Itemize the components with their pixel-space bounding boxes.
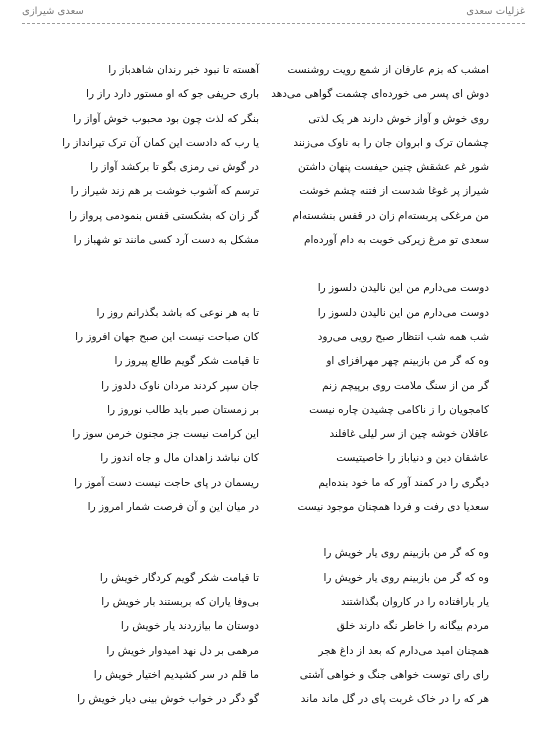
- first-hemistich: دوش ای پسر می خورده‌ای چشمت گواهی می‌دهد: [271, 88, 489, 101]
- second-hemistich: مشکل به دست آرد کسی مانند تو شهباز را: [73, 234, 259, 247]
- poem-spacer: [0, 519, 547, 541]
- first-hemistich: دیگری را در کمند آور که ما خود بنده‌ایم: [318, 476, 489, 489]
- couplet: [0, 663, 547, 687]
- couplet: [0, 614, 547, 638]
- second-hemistich: تا قیامت شکر گویم کردگار خویش را: [99, 571, 259, 584]
- poems-container: [0, 58, 547, 711]
- first-hemistich: سعدی تو مرغ زیرکی خوبت به دام آورده‌ام: [304, 234, 489, 247]
- second-hemistich: ترسم که آشوب خوشت بر هم زند شیراز را: [70, 185, 259, 198]
- second-hemistich: گر زان که بشکستی قفس بنمودمی پرواز را: [69, 209, 259, 222]
- couplet: [0, 639, 547, 663]
- second-hemistich: جان سپر کردند مردان ناوک دلدوز را: [101, 379, 259, 392]
- poem-2: [0, 276, 547, 519]
- second-hemistich: در میان این و آن فرصت شمار امروز را: [87, 501, 259, 514]
- first-hemistich: من مرغکی پربسته‌ام زان در قفس بنشسته‌ام: [292, 209, 489, 222]
- second-hemistich: ما قلم در سر کشیدیم اختیار خویش را: [93, 668, 259, 681]
- first-hemistich: شیراز پر غوغا شدست از فتنه چشم خوشت: [299, 185, 489, 198]
- couplet: [0, 495, 547, 519]
- second-hemistich: در گوش نی رمزی بگو تا برکشد آواز را: [90, 161, 259, 174]
- first-hemistich: شب همه شب انتظار صبح رویی می‌رود: [317, 330, 489, 343]
- second-hemistich: بی‌وفا یاران که بربستند بار خویش را: [101, 595, 259, 608]
- first-hemistich: شور غم عشقش چنین حیفست پنهان داشتن: [298, 161, 489, 174]
- couplet: [0, 374, 547, 398]
- first-hemistich: هر که را در خاک غربت پای در گل ماند ماند: [300, 693, 489, 706]
- couplet: [0, 58, 547, 82]
- couplet: [0, 687, 547, 711]
- first-hemistich: روی خوش و آواز خوش دارند هر یک لذتی: [308, 112, 489, 125]
- first-hemistich: عاقلان خوشه چین از سر لیلی غافلند: [329, 428, 489, 441]
- poem-1: [0, 58, 547, 252]
- second-hemistich: کان نباشد زاهدان مال و جاه اندوز را: [100, 452, 259, 465]
- header-divider: [22, 23, 525, 24]
- couplet: [0, 204, 547, 228]
- couplet: [0, 349, 547, 373]
- first-hemistich: عاشقان دین و دنیاباز را خاصیتیست: [336, 452, 489, 465]
- book-title: غزلیات سعدی: [466, 6, 525, 17]
- second-hemistich: بنگر که لذت چون بود محبوب خوش آواز را: [73, 112, 259, 125]
- author-name: سعدی شیرازی: [22, 6, 84, 17]
- couplet: [0, 155, 547, 179]
- first-hemistich: دوست می‌دارم من این نالیدن دلسوز را: [317, 306, 489, 319]
- second-hemistich: کان صباحت نیست این صبح جهان افروز را: [75, 330, 259, 343]
- second-hemistich: باری حریفی جو که او مستور دارد راز را: [86, 88, 259, 101]
- first-hemistich: امشب که بزم عارفان از شمع رویت روشنست: [287, 64, 489, 76]
- second-hemistich: ریسمان در پای حاجت نیست دست آموز را: [74, 476, 259, 489]
- couplet: [0, 107, 547, 131]
- first-hemistich: یار بارافتاده را در کاروان بگذاشتند: [340, 595, 489, 608]
- couplet: [0, 422, 547, 446]
- couplet: [0, 398, 547, 422]
- poem-title: وه که گر من بازبینم روی یار خویش را: [323, 547, 489, 560]
- second-hemistich: تا قیامت شکر گویم طالع پیروز را: [114, 355, 259, 368]
- couplet: [0, 179, 547, 203]
- first-hemistich: چشمان ترک و ابروان جان را به ناوک می‌زنند: [293, 136, 489, 149]
- couplet: [0, 82, 547, 106]
- poem-spacer: [0, 252, 547, 276]
- second-hemistich: آهسته تا نبود خبر رندان شاهدباز را: [108, 64, 259, 76]
- couplet: [0, 566, 547, 590]
- second-hemistich: دوستان ما بیازردند یار خویش را: [120, 620, 259, 633]
- first-hemistich: وه که گر من بازبینم روی یار خویش را: [323, 571, 489, 584]
- couplet: [0, 228, 547, 252]
- couplet: [0, 301, 547, 325]
- second-hemistich: گو دگر در خواب خوش بینی دیار خویش را: [77, 693, 259, 706]
- poem-3: [0, 541, 547, 711]
- page-header: [22, 6, 525, 22]
- second-hemistich: این کرامت نیست جز مجنون خرمن سوز را: [72, 428, 259, 441]
- couplet: [0, 446, 547, 470]
- couplet: [0, 590, 547, 614]
- second-hemistich: بر زمستان صبر باید طالب نوروز را: [107, 403, 259, 416]
- first-hemistich: رای رای توست خواهی جنگ و خواهی آشتی: [299, 668, 489, 681]
- second-hemistich: یا رب که دادست این کمان آن ترک تیرانداز را: [62, 136, 259, 149]
- couplet: [0, 471, 547, 495]
- poem-title: دوست می‌دارم من این نالیدن دلسوز را: [317, 282, 489, 295]
- first-hemistich: وه که گر من بازبینم چهر مهرافزای او: [326, 355, 489, 368]
- first-hemistich: همچنان امید می‌دارم که بعد از داغ هجر: [318, 644, 489, 657]
- first-hemistich: مردم بیگانه را خاطر نگه دارند خلق: [336, 620, 489, 633]
- first-hemistich: کامجویان را ز ناکامی چشیدن چاره نیست: [309, 403, 489, 416]
- second-hemistich: تا به هر نوعی که باشد بگذرانم روز را: [96, 306, 259, 319]
- first-hemistich: سعدیا دی رفت و فردا همچنان موجود نیست: [297, 501, 489, 514]
- first-hemistich: گر من از سنگ ملامت روی برپیچم زنم: [322, 379, 489, 392]
- couplet: [0, 325, 547, 349]
- couplet: [0, 131, 547, 155]
- second-hemistich: مرهمی بر دل نهد امیدوار خویش را: [106, 644, 259, 657]
